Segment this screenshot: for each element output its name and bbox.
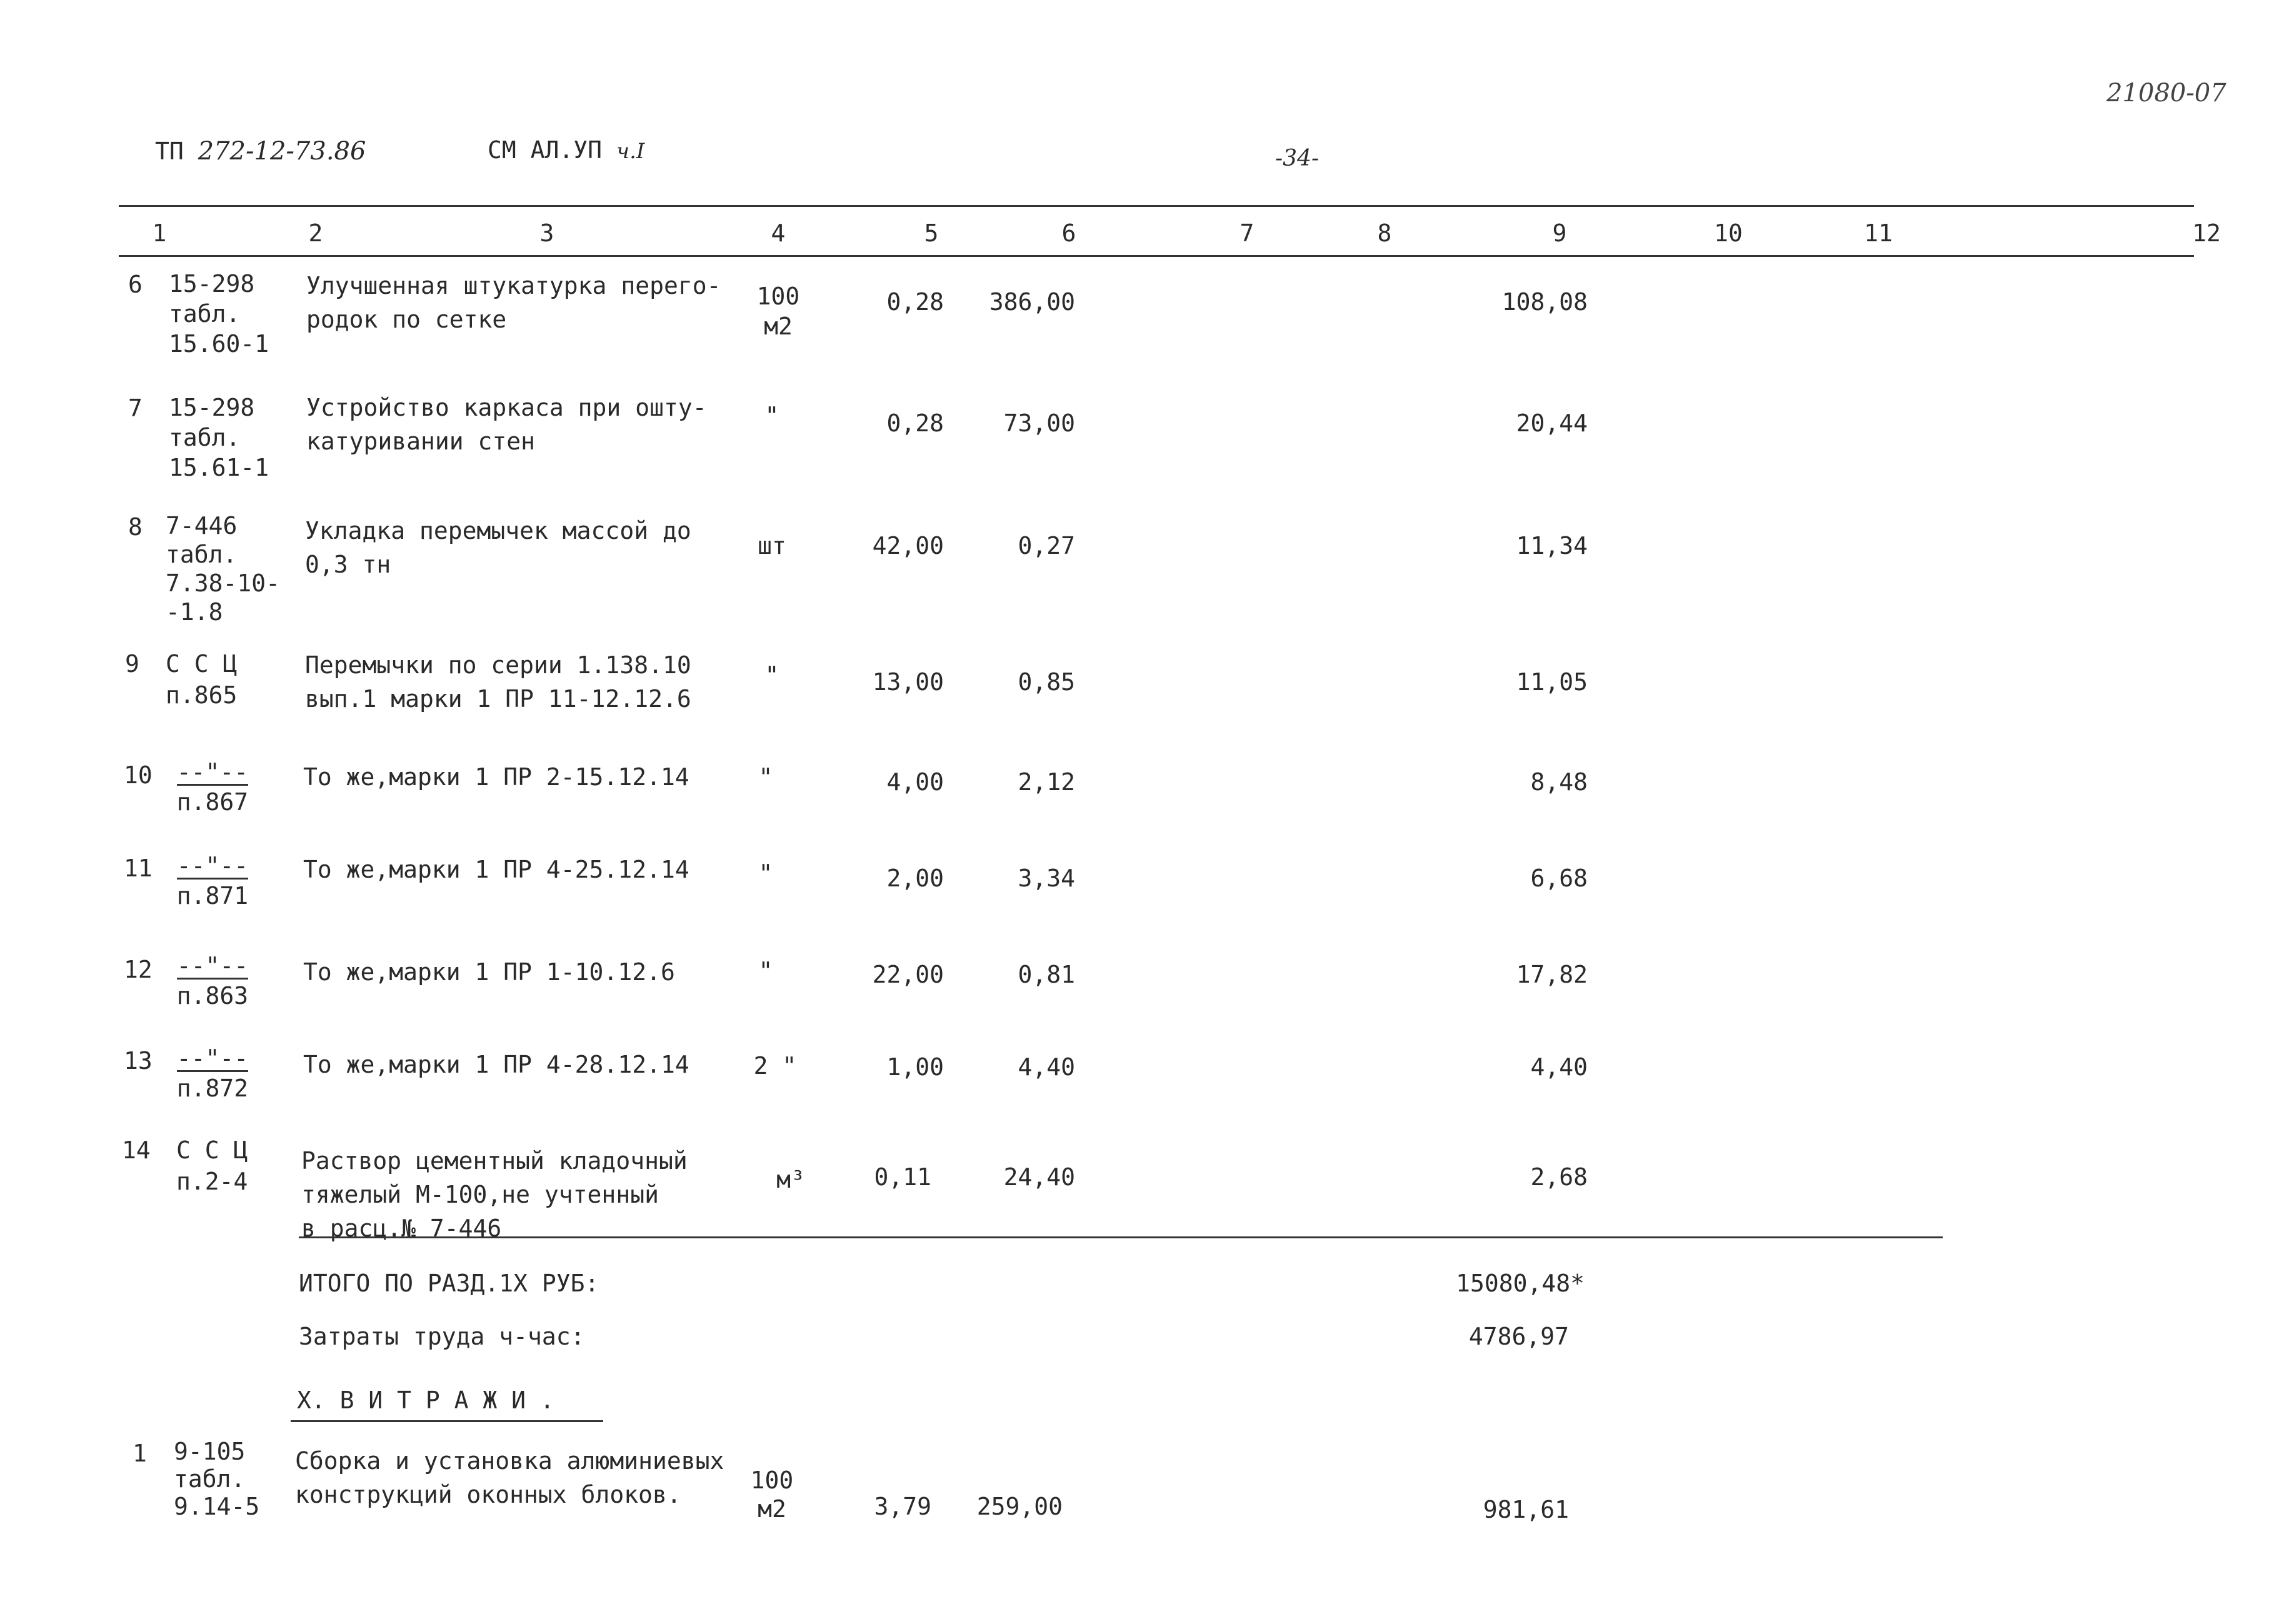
row-total: 2,68	[1530, 1163, 1588, 1191]
column-header-4: 4	[771, 219, 786, 247]
row-unit-price: 386,00	[989, 288, 1075, 316]
row-unit: 2 "	[753, 1052, 797, 1080]
archive-number: 21080-07	[2106, 79, 2226, 108]
row-unit: "	[764, 661, 779, 689]
column-header-5: 5	[924, 219, 939, 247]
row-number: 8	[128, 513, 143, 541]
row-quantity: 2,00	[886, 865, 944, 892]
row-code: С С Ц п.865	[166, 650, 238, 709]
row-unit: шт	[758, 532, 786, 559]
row-number: 7	[128, 394, 143, 422]
row-quantity: 42,00	[872, 532, 944, 559]
column-header-12: 12	[2192, 219, 2221, 247]
row-quantity: 0,28	[886, 409, 944, 437]
column-header-7: 7	[1240, 219, 1255, 247]
section-title-underline	[291, 1420, 603, 1422]
row-unit-price: 2,12	[1018, 768, 1075, 796]
row-description: То же,марки 1 ПР 4-28.12.14	[303, 1051, 689, 1078]
row-unit: 100 м2	[756, 283, 800, 340]
column-header-8: 8	[1377, 219, 1392, 247]
row-number: 10	[124, 761, 153, 789]
row-description: Укладка перемычек массой до 0,3 тн	[305, 517, 691, 578]
row-unit: "	[758, 860, 773, 887]
labor-label: Затраты труда ч-час:	[299, 1323, 585, 1350]
row-code: С С Ц п.2-4	[176, 1136, 248, 1195]
row-unit: 100 м2	[750, 1466, 794, 1523]
estimate-ref-text: СМ АЛ.УП	[488, 136, 603, 164]
estimate-part: ч.I	[616, 139, 645, 164]
row-unit: "	[758, 763, 773, 791]
doc-code	[155, 134, 366, 168]
labor-value: 4786,97	[1468, 1323, 1569, 1350]
row-number: 11	[124, 855, 153, 882]
row-unit-price: 73,00	[1003, 409, 1075, 437]
row-number: 12	[124, 956, 153, 983]
row-code: --"-- п.863	[176, 952, 249, 1010]
column-header-2: 2	[308, 219, 323, 247]
row-total: 17,82	[1516, 961, 1588, 988]
row-quantity: 13,00	[872, 668, 944, 696]
row-total: 4,40	[1530, 1053, 1588, 1081]
row-description: Перемычки по серии 1.138.10 вып.1 марки 1 ПР 11-12.12.6	[305, 651, 691, 713]
row-code: 15-298 табл. 15.60-1	[169, 270, 269, 358]
row-description: Сборка и установка алюминиевых конструкций оконных блоков.	[295, 1447, 724, 1508]
page-number: -34-	[1275, 146, 1320, 171]
doc-code-number: 272-12-73.86	[198, 137, 366, 166]
row-description: Улучшенная штукатурка перего- родок по сетке	[306, 272, 721, 333]
doc-code-prefix: ТП	[155, 138, 184, 165]
row-number: 1	[133, 1440, 147, 1467]
row-quantity: 3,79	[874, 1493, 931, 1520]
ditto-mark: --"--	[176, 852, 249, 880]
ditto-mark: --"--	[176, 952, 249, 980]
column-header-6: 6	[1061, 219, 1076, 247]
row-code: 15-298 табл. 15.61-1	[169, 394, 269, 481]
column-header-3: 3	[539, 219, 554, 247]
row-unit: "	[758, 957, 773, 985]
row-total: 6,68	[1530, 865, 1588, 892]
row-description: Раствор цементный кладочный тяжелый М-100,не учтенный в расц.№ 7-446	[301, 1147, 688, 1242]
row-unit-price: 24,40	[1003, 1163, 1075, 1191]
row-unit-price: 0,81	[1018, 961, 1075, 988]
row-total: 20,44	[1516, 409, 1588, 437]
row-total: 108,08	[1501, 288, 1588, 316]
row-total: 981,61	[1483, 1496, 1569, 1523]
row-total: 8,48	[1530, 768, 1588, 796]
row-description: То же,марки 1 ПР 4-25.12.14	[303, 856, 689, 883]
row-description: То же,марки 1 ПР 2-15.12.14	[303, 763, 689, 791]
row-description: То же,марки 1 ПР 1-10.12.6	[303, 958, 675, 986]
section-total-label: ИТОГО ПО РАЗД.1Х РУБ:	[299, 1270, 599, 1297]
table-top-rule	[119, 205, 2194, 207]
row-number: 13	[124, 1047, 153, 1075]
row-code: --"-- п.871	[176, 852, 249, 910]
row-quantity: 22,00	[872, 961, 944, 988]
column-header-1: 1	[152, 219, 167, 247]
row-quantity: 1,00	[886, 1053, 944, 1081]
row-unit-price: 259,00	[976, 1493, 1063, 1520]
totals-rule	[299, 1236, 1943, 1238]
row-code: --"-- п.872	[176, 1045, 249, 1103]
row-total: 11,34	[1516, 532, 1588, 559]
estimate-ref	[488, 134, 644, 166]
row-code: 7-446 табл. 7.38-10- -1.8	[166, 512, 281, 626]
row-number: 14	[122, 1136, 151, 1164]
column-header-11: 11	[1864, 219, 1893, 247]
row-unit: "	[764, 402, 779, 429]
column-header-10: 10	[1714, 219, 1743, 247]
section-title: Х. В И Т Р А Ж И .	[297, 1386, 554, 1414]
row-number: 9	[125, 650, 139, 678]
ditto-mark: --"--	[176, 1045, 249, 1072]
row-unit-price: 3,34	[1018, 865, 1075, 892]
row-code: 9-105 табл. 9.14-5	[174, 1438, 260, 1520]
ditto-mark: --"--	[176, 758, 249, 786]
table-header-rule	[119, 255, 2194, 257]
row-quantity: 0,28	[886, 288, 944, 316]
row-quantity: 4,00	[886, 768, 944, 796]
row-unit: м³	[776, 1166, 805, 1193]
section-total-value: 15080,48*	[1456, 1270, 1585, 1297]
row-code: --"-- п.867	[176, 758, 249, 816]
row-number: 6	[128, 271, 143, 298]
row-description: Устройство каркаса при ошту- катуривании стен	[306, 394, 707, 455]
row-quantity: 0,11	[874, 1163, 931, 1191]
row-unit-price: 0,27	[1018, 532, 1075, 559]
row-unit-price: 0,85	[1018, 668, 1075, 696]
row-unit-price: 4,40	[1018, 1053, 1075, 1081]
column-header-9: 9	[1552, 219, 1567, 247]
row-total: 11,05	[1516, 668, 1588, 696]
